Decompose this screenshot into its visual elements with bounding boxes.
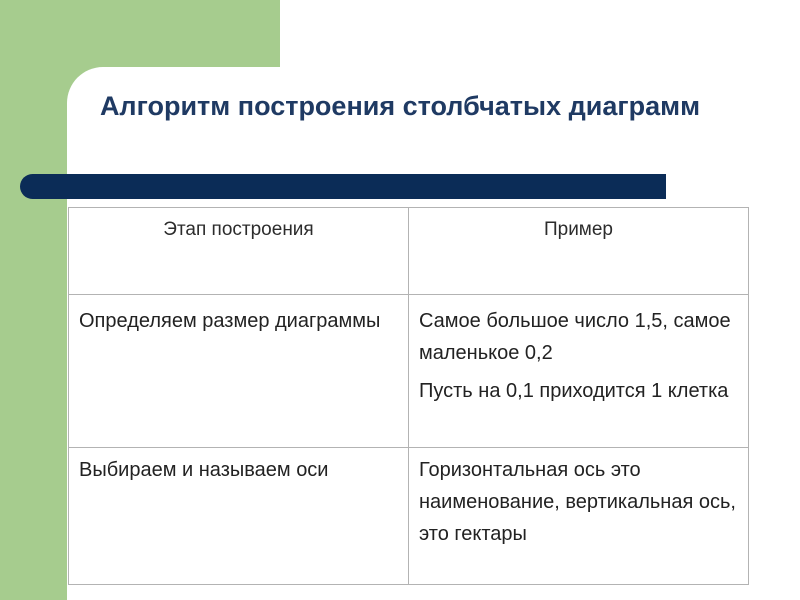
example-paragraph: Горизонтальная ось это наименование, вертикальная ось, это гектары xyxy=(419,459,736,545)
cell-stage: Выбираем и называем оси xyxy=(69,448,409,585)
header-stage: Этап построения xyxy=(69,208,409,295)
example-paragraph: Самое большое число 1,5, самое маленькое 0,2 xyxy=(419,310,731,364)
title-underline-bar xyxy=(20,174,666,199)
table-row xyxy=(69,448,749,585)
table-row xyxy=(69,295,749,448)
table-header-row xyxy=(69,208,749,295)
header-example: Пример xyxy=(409,208,749,295)
algorithm-table xyxy=(68,207,749,585)
slide-title: Алгоритм построения столбчатых диаграмм xyxy=(99,91,701,121)
cell-stage: Определяем размер диаграммы xyxy=(69,295,409,448)
cell-example xyxy=(409,448,749,585)
cell-example xyxy=(409,295,749,448)
example-paragraph: Пусть на 0,1 приходится 1 клетка xyxy=(419,380,729,402)
